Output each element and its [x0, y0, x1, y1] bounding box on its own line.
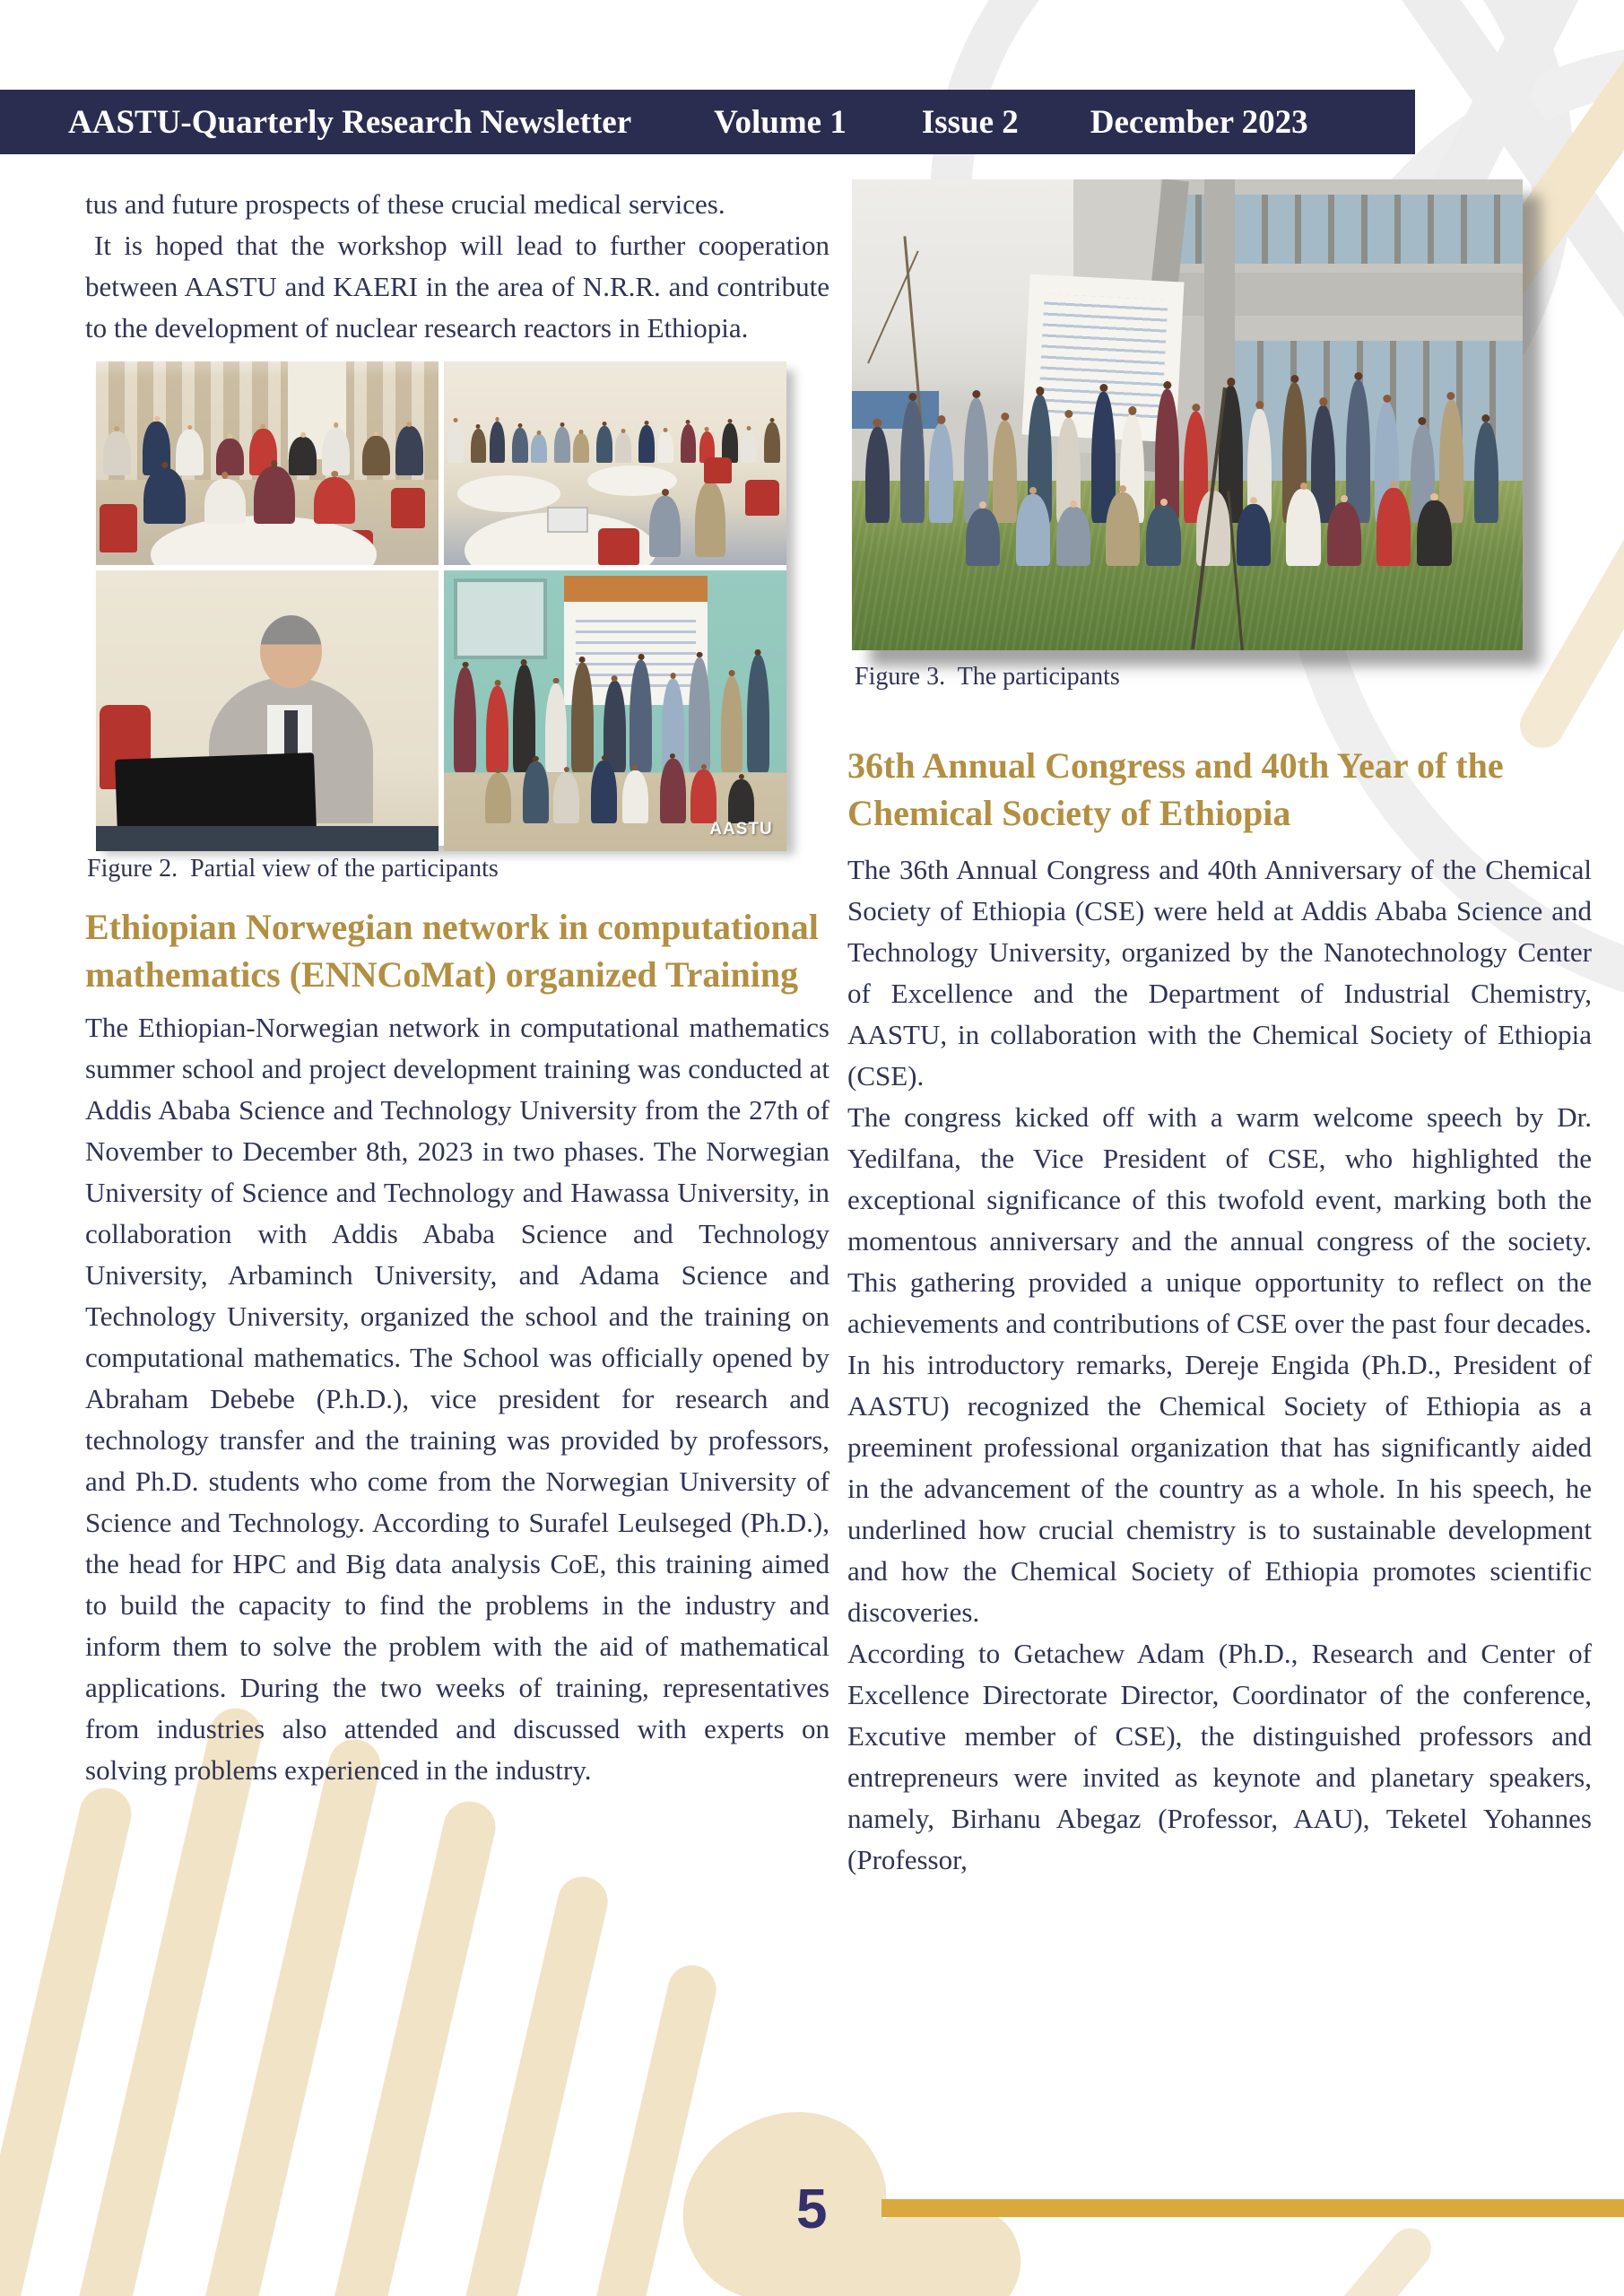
chair [745, 480, 779, 517]
person-silhouette [690, 770, 716, 823]
article-paragraph: It is hoped that the workshop will lead to further cooperation between AASTU and KAERI in the area of N.R.R. and contribute to the development of nuclear research reactors in Ethiopia. [85, 230, 829, 344]
crowd-standing-row [454, 649, 776, 773]
right-column [847, 179, 1592, 1881]
figure2-caption: Figure 2. Partial view of the participants [87, 855, 499, 883]
left-column [85, 184, 829, 1791]
person-silhouette [471, 429, 487, 463]
header-issue: Issue 2 [921, 103, 1019, 141]
person-silhouette [966, 509, 1000, 565]
person-silhouette [1286, 489, 1320, 565]
person-silhouette [485, 773, 511, 823]
person-silhouette [657, 431, 673, 463]
person-silhouette [728, 779, 754, 823]
person-silhouette [1016, 494, 1050, 565]
crowd-back-row [447, 419, 783, 464]
person-silhouette [1146, 505, 1180, 565]
figure2-photo-collage [96, 361, 786, 846]
person-silhouette [929, 423, 953, 523]
chair [704, 457, 732, 483]
person-silhouette [254, 466, 295, 524]
section-heading-congress: 36th Annual Congress and 40th Year of the Chemical Society of Ethiopia [847, 745, 1504, 833]
person-silhouette [1237, 504, 1271, 566]
person-silhouette [1417, 500, 1451, 566]
footer-gold-rule [881, 2199, 1624, 2217]
figure2-photo-conference-table [96, 361, 439, 565]
crowd-crouching-row [966, 481, 1463, 566]
aastu-watermark: AASTU [709, 820, 773, 839]
header-bar [0, 90, 1415, 154]
person-silhouette [1196, 491, 1230, 565]
person-silhouette [143, 468, 185, 524]
article-paragraph: In his introductory remarks, Dereje Engida (Ph.D., President of AASTU) recognized the Chemical Society of Ethiopia as a preeminent professional organization that has significantly aided in the advancement of the country as a whole. In his speech, he underlined how crucial chemistry is to sustainable development and how the Chemical Society of Ethiopia promotes scientific discoveries. [847, 1349, 1592, 1628]
person-silhouette [395, 426, 423, 475]
person-silhouette [591, 761, 617, 823]
person-silhouette [553, 772, 579, 823]
person-silhouette [512, 428, 528, 463]
person-silhouette [615, 432, 631, 463]
person-silhouette [900, 401, 925, 523]
figure2-photo-hall-view [444, 361, 786, 565]
person-silhouette [622, 770, 648, 823]
figure2-photo-group [444, 570, 786, 851]
chair [598, 528, 639, 565]
banner-header [564, 576, 708, 602]
person-silhouette [1327, 502, 1361, 566]
person-silhouette [660, 759, 686, 822]
person-silhouette [204, 479, 246, 525]
person-silhouette [741, 430, 757, 464]
person-silhouette [596, 426, 612, 463]
figure2-photo-speaker [96, 570, 439, 851]
person-silhouette [1474, 422, 1498, 524]
chair [100, 504, 137, 552]
person-silhouette [314, 477, 355, 524]
figure3 [847, 179, 1592, 691]
person-silhouette [649, 496, 681, 557]
table-edge [96, 826, 439, 851]
person-silhouette [681, 424, 697, 463]
article-paragraph: The congress kicked off with a warm welcome speech by Dr. Yedilfana, the Vice President of CSE, who highlighted the exceptional significance of this twofold event, marking both the momentous anniversary and the annual congress of the society. This gathering provided a unique opportunity to reflect on the achievements and contributions of CSE over the past four decades. [847, 1101, 1592, 1339]
decorative-beige-stroke [1310, 2220, 1440, 2296]
crowd-foreground [649, 471, 732, 556]
person-silhouette [490, 422, 506, 464]
person-silhouette [695, 482, 726, 557]
person-silhouette [573, 433, 589, 463]
person-silhouette [554, 427, 570, 463]
person-silhouette [447, 422, 464, 464]
person-silhouette [1106, 492, 1140, 565]
chair [391, 488, 425, 528]
person-silhouette [1376, 488, 1411, 566]
person-silhouette [764, 422, 780, 463]
speaker-head [260, 615, 322, 688]
laptop [547, 507, 588, 533]
person-silhouette [362, 436, 390, 475]
crowd-front-row [143, 455, 363, 524]
person-silhouette [531, 434, 547, 463]
person-silhouette [103, 431, 131, 476]
figure3-photo-outdoor-group [852, 179, 1523, 650]
article-body: The Ethiopian-Norwegian network in computational mathematics summer school and project development training was conducted at Addis Ababa Science and Technology University from the 27th of November to December 8th, 2023 in two phases. The Norwegian University of Science and Technology and Hawassa University, in collaboration with Addis Ababa Science and Technology University, Arbaminch University, and Adama Science and Technology University, organized the school and the training on computational mathematics. The School was officially opened by Abraham Debebe (P.h.D.), vice president for research and technology transfer and the training was provided by professors, and Ph.D. students who come from the Norwegian University of Science and Technology. According to Surafel Leulseged (Ph.D.), the head for HPC and Big data analysis CoE, this training aimed to build the capacity to find the problems in the industry and inform them to solve the problem with the aid of mathematical applications. During the two weeks of training, representatives from industries also attended and discussed with experts on solving problems experienced in the industry. [85, 1012, 829, 1786]
person-silhouette [1056, 507, 1090, 565]
header-date: December 2023 [1090, 103, 1308, 141]
figure3-caption: Figure 3. The participants [855, 663, 1120, 691]
article-paragraph: According to Getachew Adam (Ph.D., Research and Center of Excellence Directorate Director, Coordinator of the conference, Excutive member of CSE), the distinguished professors and entrepreneurs were invited as keynote and planetary speakers, namely, Birhanu Abegaz (Professor, AAU), Teketel Yohannes (Professor, [847, 1638, 1592, 1875]
window [454, 578, 547, 658]
person-silhouette [523, 761, 549, 822]
figure2 [85, 361, 829, 883]
article-paragraph: tus and future prospects of these crucial medical services. [85, 188, 725, 220]
newsletter-title: AASTU-Quarterly Research Newsletter [68, 103, 632, 141]
crowd-crouching-row [485, 756, 760, 823]
person-silhouette [454, 667, 476, 772]
header-volume: Volume 1 [714, 103, 847, 141]
article-paragraph: The 36th Annual Congress and 40th Anniversary of the Chemical Society of Ethiopia (CSE) were held at Addis Ababa Science and Technology University, organized by the Nanotechnology Center of Excellence and the Department of Industrial Chemistry, AASTU, in collaboration with the Chemical Society of Ethiopia (CSE). [847, 854, 1592, 1091]
round-table [457, 475, 560, 512]
section-heading-enncomat: Ethiopian Norwegian network in computational mathematics (ENNCoMat) organized Training [85, 907, 819, 995]
person-silhouette [865, 427, 890, 524]
page-number: 5 [796, 2179, 828, 2240]
person-silhouette [638, 425, 655, 463]
